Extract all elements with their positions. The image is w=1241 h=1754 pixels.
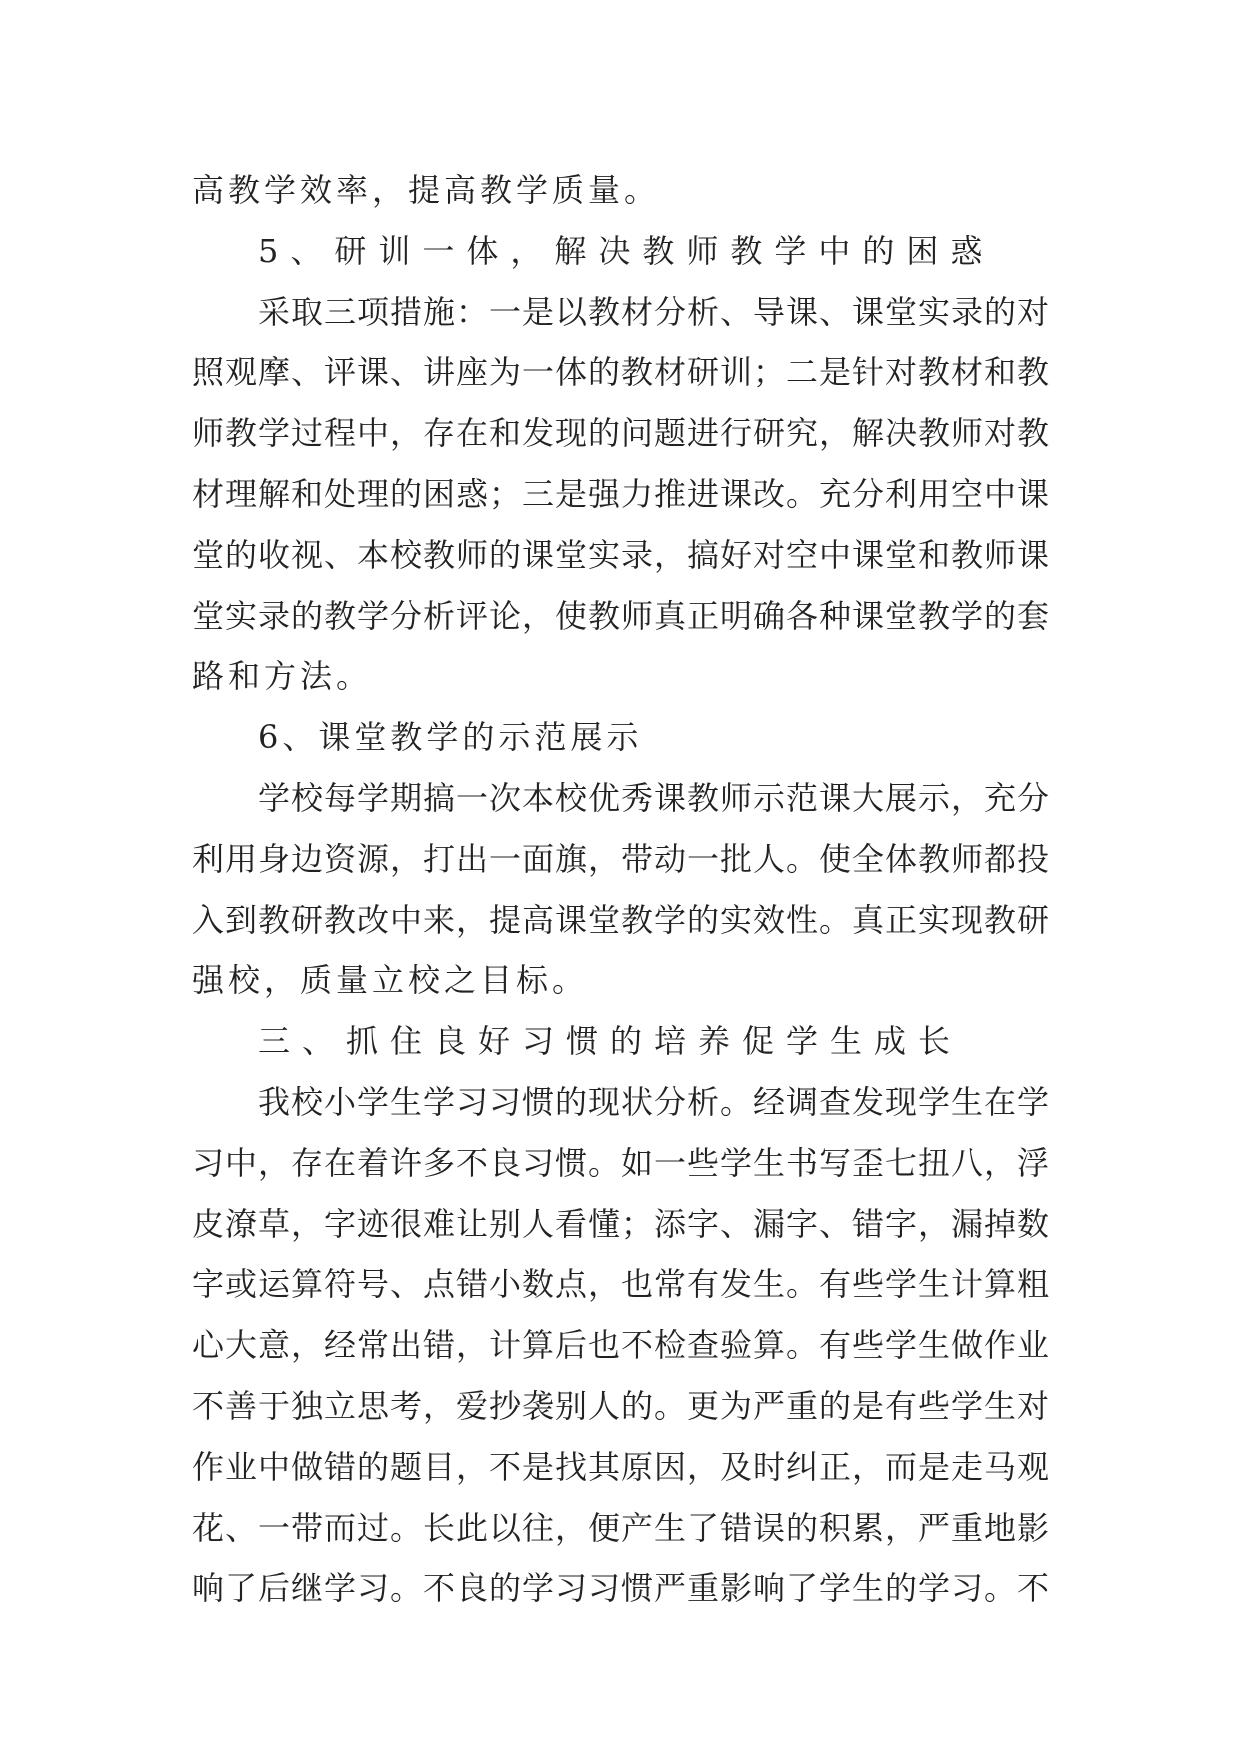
text-line: 6、课堂教学的示范展示 — [258, 718, 643, 757]
text-line: 响了后继学习。不良的学习习惯严重影响了学生的学习。不 — [192, 1569, 1051, 1608]
text-line: 我校小学生学习习惯的现状分析。经调查发现学生在学 — [258, 1082, 1051, 1121]
text-line: 5、研训一体，解决教师教学中的困惑 — [258, 231, 995, 270]
text-line: 花、一带而过。长此以往，便产生了错误的积累，严重地影 — [192, 1508, 1051, 1547]
text-line: 堂的收视、本校教师的课堂实录，搞好对空中课堂和教师课 — [192, 535, 1051, 574]
text-line: 采取三项措施：一是以教材分析、导课、课堂实录的对 — [258, 292, 1051, 331]
text-line: 心大意，经常出错，计算后也不检查验算。有些学生做作业 — [192, 1326, 1051, 1365]
document-body — [192, 160, 1050, 1619]
text-line: 三、抓住良好习惯的培养促学生成长 — [258, 1022, 963, 1061]
text-line: 路和方法。 — [192, 657, 373, 696]
text-line: 照观摩、评课、讲座为一体的教材研训；二是针对教材和教 — [192, 353, 1051, 392]
text-line: 作业中做错的题目，不是找其原因，及时纠正，而是走马观 — [192, 1447, 1051, 1486]
text-line: 堂实录的教学分析评论，使教师真正明确各种课堂教学的套 — [192, 596, 1051, 635]
text-line: 强校，质量立校之目标。 — [192, 961, 589, 1000]
text-line: 利用身边资源，打出一面旗，带动一批人。使全体教师都投 — [192, 839, 1051, 878]
text-line: 材理解和处理的困惑；三是强力推进课改。充分利用空中课 — [192, 474, 1051, 513]
text-line: 高教学效率，提高教学质量。 — [192, 171, 661, 209]
text-line: 入到教研教改中来，提高课堂教学的实效性。真正实现教研 — [192, 900, 1051, 939]
text-line: 学校每学期搞一次本校优秀课教师示范课大展示，充分 — [258, 778, 1051, 817]
text-line: 字或运算符号、点错小数点，也常有发生。有些学生计算粗 — [192, 1265, 1051, 1304]
text-line: 皮潦草，字迹很难让别人看懂；添字、漏字、错字，漏掉数 — [192, 1204, 1051, 1243]
text-line: 师教学过程中，存在和发现的问题进行研究，解决教师对教 — [192, 414, 1051, 453]
text-line: 不善于独立思考，爱抄袭别人的。更为严重的是有些学生对 — [192, 1386, 1051, 1425]
text-line: 习中，存在着许多不良习惯。如一些学生书写歪七扭八，浮 — [192, 1143, 1051, 1182]
